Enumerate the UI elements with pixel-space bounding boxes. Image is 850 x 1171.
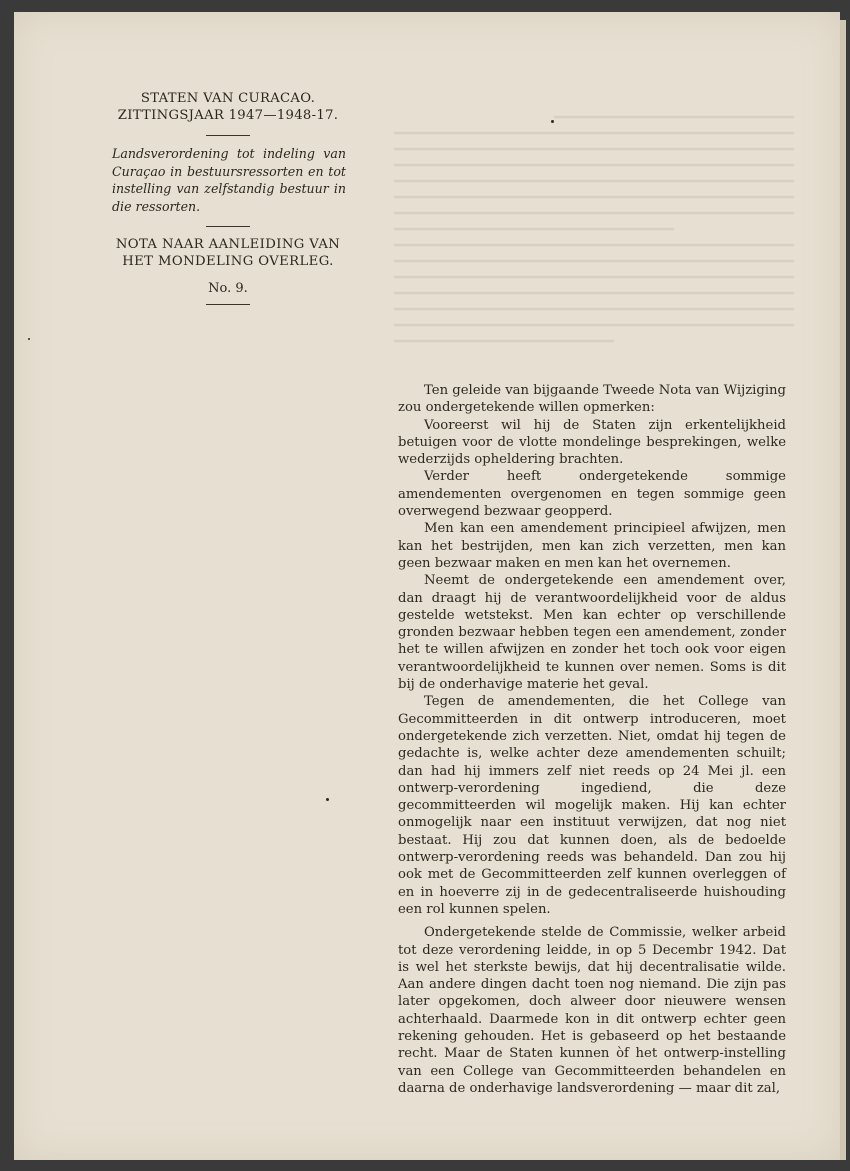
bleed-through-text: [394, 102, 794, 382]
page-edge: [840, 20, 846, 1160]
paragraph: Men kan een amendement principieel afwijzen, men kan het bestrijden, men kan zich verzetten, men kan geen bezwaar maken en men kan het overnemen.: [398, 521, 786, 571]
paragraph: Vooreerst wil hij de Staten zijn erkentelijkheid betuigen voor de vlotte mondelinge besprekingen, welke wederzijds opheldering brachten.: [398, 417, 786, 468]
paragraph: Tegen de amendementen, die het College van Gecommitteerden in dit ontwerp introduceren, moet ondergetekende zich verzetten. Niet, omdat hij tegen de gedachte is, welke achter deze amendementen schuilt; dan had hij immers zelf niet reeds op 24 Mei jl. een ontwerp-verordening ingediend, die deze gecommitteerden wil mogelijk maken. Hij kan echter onmogelijk naar een instituut verwijzen, dat nog niet bestaat. Hij zou dat kunnen doen, als de bedoelde ontwerp-verordening reeds was behandeld. Dan zou hij ook met de Gecommitteerden zelf kunnen overleggen of en in hoeverre zij in de gedecentraliseerde huishouding een rol kunnen spelen.: [398, 694, 786, 917]
divider: [206, 135, 250, 136]
ink-speck: [551, 120, 554, 123]
document-number: No. 9.: [208, 281, 248, 296]
body-text: [398, 382, 786, 1097]
divider: [206, 304, 250, 305]
ink-speck: [28, 338, 30, 340]
document-page: [14, 12, 840, 1160]
paragraph: Ondergetekende stelde de Commissie, welker arbeid tot deze verordening leidde, in op 5 Decembr 1942. Dat is wel het sterkste bewijs, dat hij decentralisatie wilde. Aan andere dingen dacht toen nog niemand. Die zijn pas later opgekomen, doch alweer door nieuwere wensen achterhaald. Daarmede kon in dit ontwerp echter geen rekening gehouden. Het is gebaseerd op het bestaande recht. Maar de Staten kunnen òf het ontwerp-instelling van een College van Gecommitteerden behandelen en daarna de onderhavige landsverordening — maar dit zal,: [398, 925, 786, 1096]
nota-title-line-1: NOTA NAAR AANLEIDING VAN: [115, 237, 341, 252]
document-heading-block: [108, 90, 348, 314]
header-line-1: STATEN VAN CURACAO.: [140, 91, 316, 106]
paragraph: Ten geleide van bijgaande Tweede Nota van Wijziging zou ondergetekende willen opmerken:: [398, 383, 786, 416]
nota-title-line-2: HET MONDELING OVERLEG.: [122, 254, 334, 269]
header-line-2: ZITTINGSJAAR 1947—1948-17.: [117, 108, 339, 123]
paragraph: Verder heeft ondergetekende sommige amendementen overgenomen en tegen sommige geen overwegend bezwaar geopperd.: [398, 469, 786, 520]
divider: [206, 226, 250, 227]
ink-speck: [326, 798, 329, 801]
subject-text: Landsverordening tot indeling van Curaçao in bestuursressorten en tot instelling van zelfstandig bestuur in die ressorten.: [112, 146, 346, 214]
paragraph: Neemt de ondergetekende een amendement over, dan draagt hij de verantwoordelijkheid voor de aldus gestelde wetstekst. Men kan echter op verschillende gronden bezwaar hebben tegen een amendement, zonder het te willen afwijzen en zonder het toch ook voor eigen verantwoordelijkheid te kunnen over nemen. Soms is dit bij de onderhavige materie het geval.: [398, 573, 786, 693]
